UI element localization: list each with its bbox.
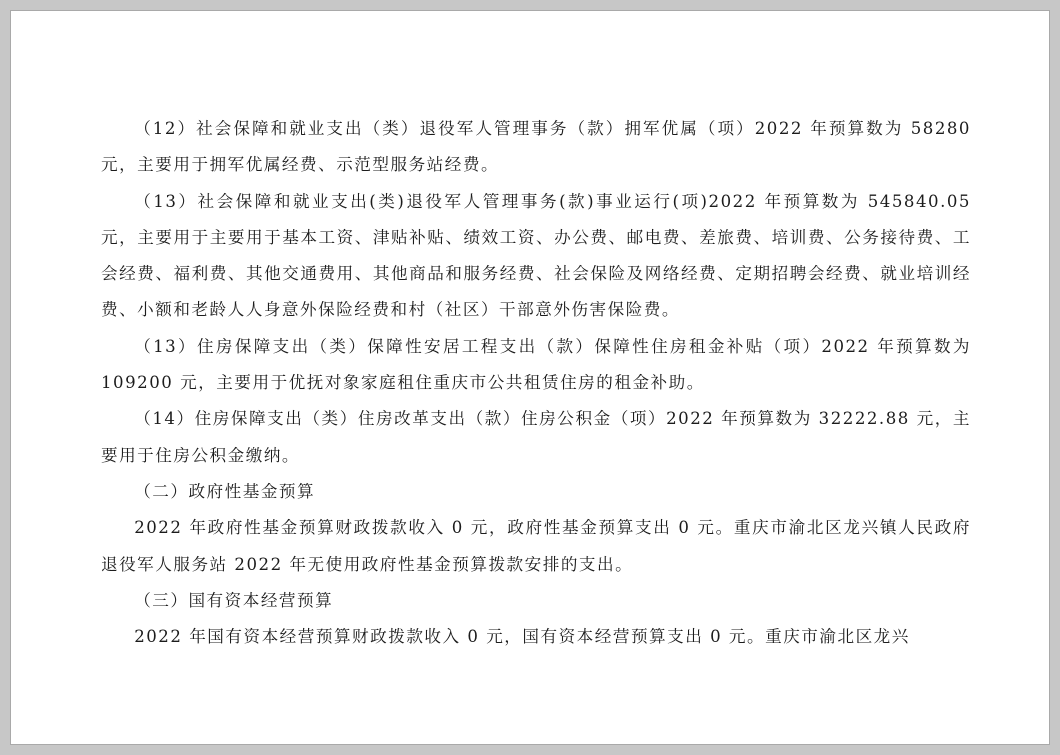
document-page bbox=[10, 10, 1050, 745]
section-3-text: 2022 年国有资本经营预算财政拨款收入 0 元，国有资本经营预算支出 0 元。重庆市渝北区龙兴 bbox=[134, 627, 910, 647]
document-body bbox=[101, 111, 971, 655]
paragraph-14-housing-provident-fund: （14）住房保障支出（类）住房改革支出（款）住房公积金（项）2022 年预算数为 32222.88 元，主要用于住房公积金缴纳。 bbox=[101, 409, 971, 465]
section-3-heading: （三）国有资本经营预算 bbox=[134, 590, 334, 610]
section-2-text: 2022 年政府性基金预算财政拨款收入 0 元，政府性基金预算支出 0 元。重庆市渝北区龙兴镇人民政府退役军人服务站 2022 年无使用政府性基金预算拨款安排的支出。 bbox=[101, 518, 971, 574]
section-2-heading: （二）政府性基金预算 bbox=[134, 481, 316, 501]
paragraph-13-social-security-operations: （13）社会保障和就业支出(类)退役军人管理事务(款)事业运行(项)2022 年预算数为 545840.05 元，主要用于主要用于基本工资、津贴补贴、绩效工资、办公费、邮电费、差旅费、培训费、公务接待费、工会经费、福利费、其他交通费用、其他商品和服务经费、社会保险及网络经费、定期招聘会经费、就业培训经费、小额和老龄人人身意外保险经费和村（社区）干部意外伤害保险费。 bbox=[101, 191, 971, 320]
paragraph-12-social-security-military-support: （12）社会保障和就业支出（类）退役军人管理事务（款）拥军优属（项）2022 年预算数为 58280 元，主要用于拥军优属经费、示范型服务站经费。 bbox=[101, 119, 971, 175]
paragraph-13-housing-rent-subsidy: （13）住房保障支出（类）保障性安居工程支出（款）保障性住房租金补贴（项）2022 年预算数为 109200 元，主要用于优抚对象家庭租住重庆市公共租赁住房的租金补助。 bbox=[101, 336, 971, 393]
